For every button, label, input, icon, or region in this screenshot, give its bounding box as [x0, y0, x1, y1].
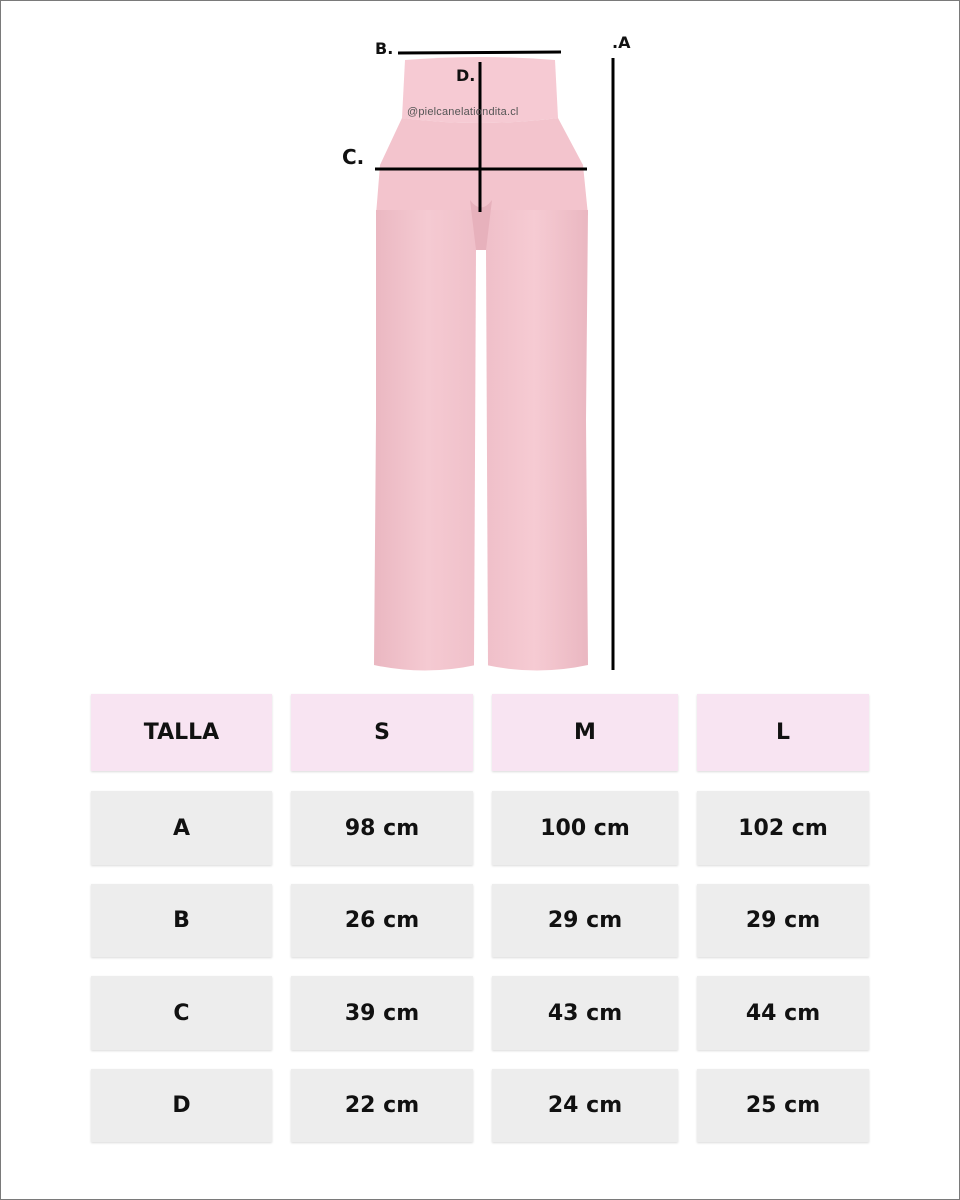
right-leg	[481, 210, 588, 671]
watermark: @pielcanelationdita.cl	[407, 106, 519, 118]
row-label-a: A	[91, 791, 272, 865]
header-cell-talla: TALLA	[91, 694, 272, 771]
cell-b-s: 26 cm	[291, 884, 473, 957]
cell-d-s: 22 cm	[291, 1069, 473, 1142]
measure-line-b	[398, 52, 561, 53]
cell-c-l: 44 cm	[697, 976, 869, 1050]
cell-c-m: 43 cm	[492, 976, 678, 1050]
row-label-b: B	[91, 884, 272, 957]
row-label-d: D	[91, 1069, 272, 1142]
cell-a-s: 98 cm	[291, 791, 473, 865]
cell-b-l: 29 cm	[697, 884, 869, 957]
cell-d-l: 25 cm	[697, 1069, 869, 1142]
marker-b: B.	[375, 39, 394, 58]
marker-c: C.	[342, 145, 365, 169]
cell-c-s: 39 cm	[291, 976, 473, 1050]
cell-a-m: 100 cm	[492, 791, 678, 865]
cell-b-m: 29 cm	[492, 884, 678, 957]
header-cell-m: M	[492, 694, 678, 771]
cell-d-m: 24 cm	[492, 1069, 678, 1142]
leg-gap	[474, 250, 488, 668]
row-label-c: C	[91, 976, 272, 1050]
header-cell-l: L	[697, 694, 869, 771]
header-cell-s: S	[291, 694, 473, 771]
marker-d: D.	[456, 66, 476, 85]
marker-a: .A	[612, 33, 631, 52]
cell-a-l: 102 cm	[697, 791, 869, 865]
left-leg	[374, 210, 481, 671]
hip-section	[376, 118, 588, 215]
